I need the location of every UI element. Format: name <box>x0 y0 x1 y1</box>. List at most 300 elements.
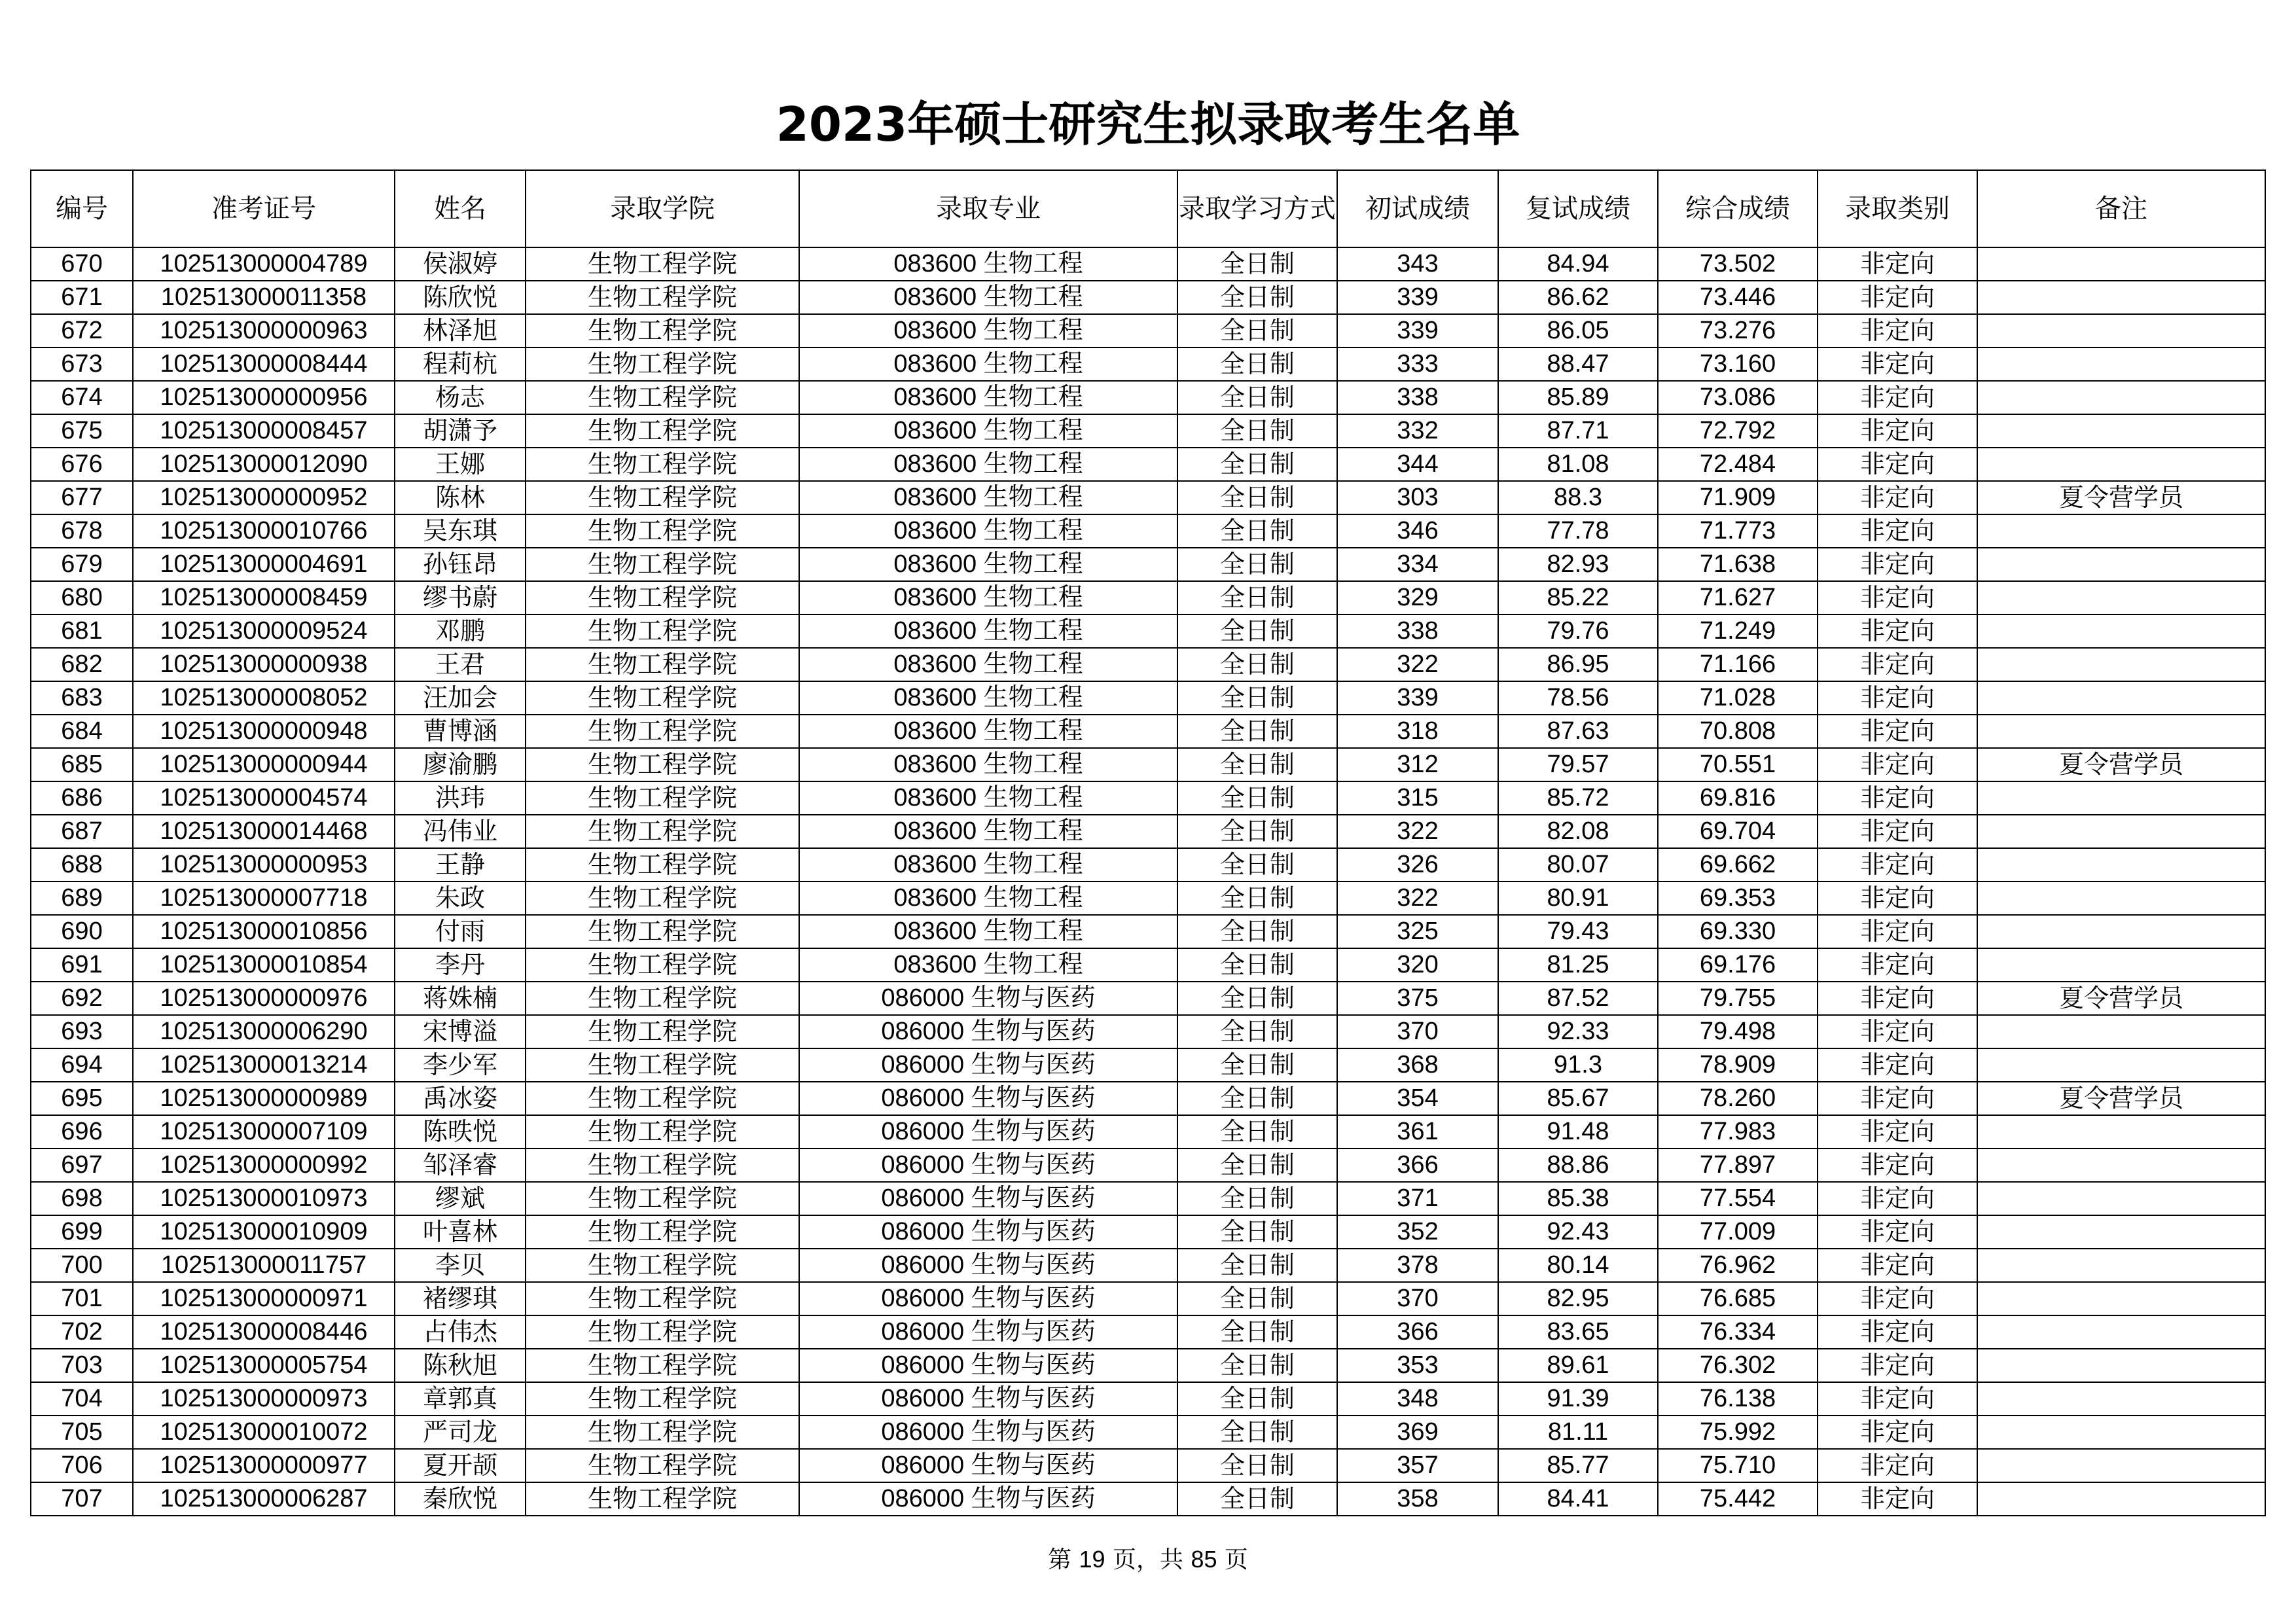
cell-college: 生物工程学院 <box>526 481 799 514</box>
cell-id: 675 <box>31 414 133 448</box>
cell-total-score: 77.009 <box>1658 1215 1818 1249</box>
cell-exam-number: 102513000000938 <box>133 648 395 681</box>
cell-remarks <box>1977 1449 2265 1482</box>
cell-major: 083600 生物工程 <box>799 948 1177 982</box>
cell-remarks <box>1977 1215 2265 1249</box>
table-row <box>31 1082 2265 1115</box>
cell-id: 680 <box>31 581 133 615</box>
cell-admission-type: 非定向 <box>1818 1416 1977 1449</box>
cell-initial-score: 344 <box>1337 448 1498 481</box>
table-row <box>31 1048 2265 1082</box>
cell-id: 688 <box>31 848 133 882</box>
cell-id: 689 <box>31 882 133 915</box>
cell-college: 生物工程学院 <box>526 448 799 481</box>
cell-initial-score: 333 <box>1337 348 1498 381</box>
cell-major: 083600 生物工程 <box>799 381 1177 414</box>
cell-total-score: 76.962 <box>1658 1249 1818 1282</box>
cell-total-score: 72.484 <box>1658 448 1818 481</box>
cell-admission-type: 非定向 <box>1818 481 1977 514</box>
cell-name: 王静 <box>395 848 526 882</box>
cell-exam-number: 102513000000948 <box>133 715 395 748</box>
cell-exam-number: 102513000010973 <box>133 1182 395 1215</box>
cell-admission-type: 非定向 <box>1818 1149 1977 1182</box>
cell-initial-score: 322 <box>1337 648 1498 681</box>
cell-retest-score: 78.56 <box>1498 681 1658 715</box>
cell-id: 691 <box>31 948 133 982</box>
cell-retest-score: 86.62 <box>1498 281 1658 314</box>
cell-initial-score: 334 <box>1337 548 1498 581</box>
cell-major: 083600 生物工程 <box>799 848 1177 882</box>
cell-admission-type: 非定向 <box>1818 1115 1977 1149</box>
cell-name: 侯淑婷 <box>395 247 526 281</box>
cell-exam-number: 102513000008052 <box>133 681 395 715</box>
cell-total-score: 79.755 <box>1658 982 1818 1015</box>
cell-admission-type: 非定向 <box>1818 1215 1977 1249</box>
cell-study-mode: 全日制 <box>1177 414 1337 448</box>
cell-remarks <box>1977 948 2265 982</box>
header-major: 录取专业 <box>799 170 1177 247</box>
cell-study-mode: 全日制 <box>1177 247 1337 281</box>
cell-id: 683 <box>31 681 133 715</box>
cell-major: 083600 生物工程 <box>799 681 1177 715</box>
table-row <box>31 1149 2265 1182</box>
cell-major: 083600 生物工程 <box>799 247 1177 281</box>
cell-college: 生物工程学院 <box>526 414 799 448</box>
cell-total-score: 71.627 <box>1658 581 1818 615</box>
cell-total-score: 77.554 <box>1658 1182 1818 1215</box>
cell-college: 生物工程学院 <box>526 1015 799 1048</box>
cell-study-mode: 全日制 <box>1177 1315 1337 1349</box>
cell-id: 704 <box>31 1382 133 1416</box>
cell-name: 林泽旭 <box>395 314 526 348</box>
cell-study-mode: 全日制 <box>1177 1082 1337 1115</box>
header-initial-score: 初试成绩 <box>1337 170 1498 247</box>
cell-exam-number: 102513000000977 <box>133 1449 395 1482</box>
cell-initial-score: 326 <box>1337 848 1498 882</box>
cell-study-mode: 全日制 <box>1177 748 1337 781</box>
cell-admission-type: 非定向 <box>1818 581 1977 615</box>
cell-id: 702 <box>31 1315 133 1349</box>
cell-total-score: 71.166 <box>1658 648 1818 681</box>
cell-college: 生物工程学院 <box>526 815 799 848</box>
cell-name: 李少军 <box>395 1048 526 1082</box>
cell-remarks <box>1977 681 2265 715</box>
cell-name: 禹冰姿 <box>395 1082 526 1115</box>
cell-retest-score: 87.63 <box>1498 715 1658 748</box>
table-row <box>31 815 2265 848</box>
cell-major: 086000 生物与医药 <box>799 1315 1177 1349</box>
cell-id: 701 <box>31 1282 133 1315</box>
cell-admission-type: 非定向 <box>1818 648 1977 681</box>
cell-remarks: 夏令营学员 <box>1977 481 2265 514</box>
cell-admission-type: 非定向 <box>1818 281 1977 314</box>
cell-retest-score: 85.72 <box>1498 781 1658 815</box>
cell-name: 王君 <box>395 648 526 681</box>
cell-college: 生物工程学院 <box>526 915 799 948</box>
cell-initial-score: 378 <box>1337 1249 1498 1282</box>
cell-retest-score: 80.07 <box>1498 848 1658 882</box>
cell-remarks <box>1977 414 2265 448</box>
cell-exam-number: 102513000000989 <box>133 1082 395 1115</box>
header-admission-type: 录取类别 <box>1818 170 1977 247</box>
cell-initial-score: 332 <box>1337 414 1498 448</box>
cell-remarks <box>1977 815 2265 848</box>
cell-initial-score: 318 <box>1337 715 1498 748</box>
cell-exam-number: 102513000008459 <box>133 581 395 615</box>
cell-total-score: 69.662 <box>1658 848 1818 882</box>
cell-college: 生物工程学院 <box>526 948 799 982</box>
cell-admission-type: 非定向 <box>1818 314 1977 348</box>
cell-study-mode: 全日制 <box>1177 815 1337 848</box>
cell-retest-score: 86.05 <box>1498 314 1658 348</box>
cell-major: 083600 生物工程 <box>799 514 1177 548</box>
cell-exam-number: 102513000000992 <box>133 1149 395 1182</box>
cell-college: 生物工程学院 <box>526 281 799 314</box>
cell-initial-score: 358 <box>1337 1482 1498 1516</box>
cell-college: 生物工程学院 <box>526 882 799 915</box>
cell-id: 673 <box>31 348 133 381</box>
cell-major: 083600 生物工程 <box>799 581 1177 615</box>
cell-study-mode: 全日制 <box>1177 314 1337 348</box>
table-row <box>31 1115 2265 1149</box>
cell-total-score: 69.353 <box>1658 882 1818 915</box>
cell-remarks <box>1977 381 2265 414</box>
table-row <box>31 581 2265 615</box>
cell-name: 褚缪琪 <box>395 1282 526 1315</box>
cell-remarks <box>1977 348 2265 381</box>
cell-initial-score: 329 <box>1337 581 1498 615</box>
cell-remarks <box>1977 1149 2265 1182</box>
cell-exam-number: 102513000004691 <box>133 548 395 581</box>
cell-study-mode: 全日制 <box>1177 1449 1337 1482</box>
cell-exam-number: 102513000010072 <box>133 1416 395 1449</box>
cell-college: 生物工程学院 <box>526 381 799 414</box>
cell-retest-score: 82.95 <box>1498 1282 1658 1315</box>
cell-study-mode: 全日制 <box>1177 681 1337 715</box>
cell-name: 叶喜林 <box>395 1215 526 1249</box>
cell-total-score: 71.249 <box>1658 615 1818 648</box>
cell-remarks <box>1977 848 2265 882</box>
cell-initial-score: 375 <box>1337 982 1498 1015</box>
cell-study-mode: 全日制 <box>1177 1115 1337 1149</box>
cell-college: 生物工程学院 <box>526 781 799 815</box>
cell-major: 086000 生物与医药 <box>799 1015 1177 1048</box>
cell-study-mode: 全日制 <box>1177 948 1337 982</box>
cell-college: 生物工程学院 <box>526 247 799 281</box>
cell-study-mode: 全日制 <box>1177 481 1337 514</box>
cell-admission-type: 非定向 <box>1818 548 1977 581</box>
cell-id: 695 <box>31 1082 133 1115</box>
table-row <box>31 1382 2265 1416</box>
cell-id: 687 <box>31 815 133 848</box>
cell-retest-score: 80.91 <box>1498 882 1658 915</box>
cell-initial-score: 338 <box>1337 615 1498 648</box>
cell-admission-type: 非定向 <box>1818 715 1977 748</box>
cell-exam-number: 102513000000956 <box>133 381 395 414</box>
cell-college: 生物工程学院 <box>526 1215 799 1249</box>
cell-college: 生物工程学院 <box>526 715 799 748</box>
cell-initial-score: 353 <box>1337 1349 1498 1382</box>
table-row <box>31 982 2265 1015</box>
cell-admission-type: 非定向 <box>1818 882 1977 915</box>
header-retest-score: 复试成绩 <box>1498 170 1658 247</box>
cell-exam-number: 102513000008444 <box>133 348 395 381</box>
table-row <box>31 1416 2265 1449</box>
table-row <box>31 314 2265 348</box>
table-row <box>31 1015 2265 1048</box>
header-college: 录取学院 <box>526 170 799 247</box>
cell-name: 程莉杭 <box>395 348 526 381</box>
cell-exam-number: 102513000004574 <box>133 781 395 815</box>
cell-major: 083600 生物工程 <box>799 481 1177 514</box>
cell-exam-number: 102513000011358 <box>133 281 395 314</box>
cell-total-score: 78.909 <box>1658 1048 1818 1082</box>
cell-id: 696 <box>31 1115 133 1149</box>
cell-admission-type: 非定向 <box>1818 1048 1977 1082</box>
cell-remarks <box>1977 581 2265 615</box>
cell-remarks: 夏令营学员 <box>1977 1082 2265 1115</box>
cell-college: 生物工程学院 <box>526 1382 799 1416</box>
cell-remarks <box>1977 548 2265 581</box>
footer-middle: 页，共 <box>1105 1546 1191 1573</box>
cell-id: 693 <box>31 1015 133 1048</box>
cell-major: 086000 生物与医药 <box>799 1449 1177 1482</box>
cell-admission-type: 非定向 <box>1818 781 1977 815</box>
cell-retest-score: 79.57 <box>1498 748 1658 781</box>
cell-id: 690 <box>31 915 133 948</box>
cell-exam-number: 102513000004789 <box>133 247 395 281</box>
cell-retest-score: 91.3 <box>1498 1048 1658 1082</box>
cell-study-mode: 全日制 <box>1177 581 1337 615</box>
cell-id: 674 <box>31 381 133 414</box>
cell-major: 083600 生物工程 <box>799 915 1177 948</box>
cell-remarks <box>1977 1482 2265 1516</box>
cell-admission-type: 非定向 <box>1818 1282 1977 1315</box>
cell-initial-score: 361 <box>1337 1115 1498 1149</box>
cell-major: 086000 生物与医药 <box>799 1082 1177 1115</box>
cell-remarks <box>1977 247 2265 281</box>
cell-retest-score: 87.71 <box>1498 414 1658 448</box>
cell-retest-score: 82.93 <box>1498 548 1658 581</box>
cell-name: 杨志 <box>395 381 526 414</box>
cell-initial-score: 346 <box>1337 514 1498 548</box>
cell-retest-score: 88.86 <box>1498 1149 1658 1182</box>
cell-total-score: 71.638 <box>1658 548 1818 581</box>
footer-suffix: 页 <box>1217 1546 1248 1573</box>
cell-exam-number: 102513000010766 <box>133 514 395 548</box>
table-row <box>31 715 2265 748</box>
cell-initial-score: 339 <box>1337 681 1498 715</box>
cell-total-score: 69.330 <box>1658 915 1818 948</box>
cell-retest-score: 89.61 <box>1498 1349 1658 1382</box>
cell-admission-type: 非定向 <box>1818 414 1977 448</box>
table-row <box>31 1315 2265 1349</box>
cell-study-mode: 全日制 <box>1177 982 1337 1015</box>
cell-initial-score: 339 <box>1337 314 1498 348</box>
cell-college: 生物工程学院 <box>526 848 799 882</box>
cell-total-score: 76.685 <box>1658 1282 1818 1315</box>
cell-remarks <box>1977 1182 2265 1215</box>
cell-study-mode: 全日制 <box>1177 548 1337 581</box>
cell-major: 083600 生物工程 <box>799 781 1177 815</box>
cell-name: 洪玮 <box>395 781 526 815</box>
cell-college: 生物工程学院 <box>526 314 799 348</box>
cell-initial-score: 368 <box>1337 1048 1498 1082</box>
table-row <box>31 1182 2265 1215</box>
cell-college: 生物工程学院 <box>526 748 799 781</box>
cell-initial-score: 322 <box>1337 815 1498 848</box>
header-total-score: 综合成绩 <box>1658 170 1818 247</box>
cell-exam-number: 102513000014468 <box>133 815 395 848</box>
header-id: 编号 <box>31 170 133 247</box>
cell-exam-number: 102513000011757 <box>133 1249 395 1282</box>
cell-name: 蒋姝楠 <box>395 982 526 1015</box>
cell-id: 699 <box>31 1215 133 1249</box>
table-row <box>31 548 2265 581</box>
cell-initial-score: 322 <box>1337 882 1498 915</box>
cell-name: 陈欣悦 <box>395 281 526 314</box>
cell-initial-score: 338 <box>1337 381 1498 414</box>
cell-exam-number: 102513000000952 <box>133 481 395 514</box>
cell-study-mode: 全日制 <box>1177 1149 1337 1182</box>
table-row <box>31 848 2265 882</box>
cell-id: 679 <box>31 548 133 581</box>
cell-exam-number: 102513000000971 <box>133 1282 395 1315</box>
cell-total-score: 76.302 <box>1658 1349 1818 1382</box>
cell-admission-type: 非定向 <box>1818 448 1977 481</box>
cell-remarks <box>1977 615 2265 648</box>
cell-id: 706 <box>31 1449 133 1482</box>
cell-retest-score: 91.48 <box>1498 1115 1658 1149</box>
cell-total-score: 70.551 <box>1658 748 1818 781</box>
cell-major: 086000 生物与医药 <box>799 1249 1177 1282</box>
cell-college: 生物工程学院 <box>526 348 799 381</box>
cell-total-score: 69.816 <box>1658 781 1818 815</box>
cell-admission-type: 非定向 <box>1818 815 1977 848</box>
cell-remarks <box>1977 1249 2265 1282</box>
cell-college: 生物工程学院 <box>526 1149 799 1182</box>
cell-id: 697 <box>31 1149 133 1182</box>
cell-id: 672 <box>31 314 133 348</box>
cell-total-score: 72.792 <box>1658 414 1818 448</box>
cell-admission-type: 非定向 <box>1818 948 1977 982</box>
cell-total-score: 77.983 <box>1658 1115 1818 1149</box>
cell-exam-number: 102513000010909 <box>133 1215 395 1249</box>
cell-name: 王娜 <box>395 448 526 481</box>
table-header-row <box>31 170 2265 247</box>
cell-total-score: 69.176 <box>1658 948 1818 982</box>
footer-total-pages: 85 <box>1191 1546 1217 1573</box>
cell-admission-type: 非定向 <box>1818 681 1977 715</box>
cell-exam-number: 102513000008457 <box>133 414 395 448</box>
cell-major: 083600 生物工程 <box>799 748 1177 781</box>
cell-name: 曹博涵 <box>395 715 526 748</box>
cell-remarks <box>1977 882 2265 915</box>
cell-admission-type: 非定向 <box>1818 247 1977 281</box>
cell-retest-score: 83.65 <box>1498 1315 1658 1349</box>
cell-remarks <box>1977 1315 2265 1349</box>
cell-exam-number: 102513000000953 <box>133 848 395 882</box>
cell-major: 086000 生物与医药 <box>799 1416 1177 1449</box>
cell-study-mode: 全日制 <box>1177 514 1337 548</box>
cell-total-score: 71.773 <box>1658 514 1818 548</box>
cell-exam-number: 102513000000976 <box>133 982 395 1015</box>
cell-retest-score: 80.14 <box>1498 1249 1658 1282</box>
cell-retest-score: 87.52 <box>1498 982 1658 1015</box>
cell-retest-score: 91.39 <box>1498 1382 1658 1416</box>
cell-total-score: 71.028 <box>1658 681 1818 715</box>
cell-total-score: 69.704 <box>1658 815 1818 848</box>
cell-study-mode: 全日制 <box>1177 281 1337 314</box>
cell-total-score: 73.086 <box>1658 381 1818 414</box>
cell-major: 083600 生物工程 <box>799 314 1177 348</box>
cell-retest-score: 88.3 <box>1498 481 1658 514</box>
cell-initial-score: 348 <box>1337 1382 1498 1416</box>
cell-remarks <box>1977 448 2265 481</box>
footer-page-number: 19 <box>1079 1546 1105 1573</box>
cell-major: 083600 生物工程 <box>799 348 1177 381</box>
cell-major: 086000 生物与医药 <box>799 982 1177 1015</box>
cell-initial-score: 369 <box>1337 1416 1498 1449</box>
table-row <box>31 348 2265 381</box>
cell-study-mode: 全日制 <box>1177 781 1337 815</box>
cell-total-score: 71.909 <box>1658 481 1818 514</box>
cell-major: 086000 生物与医药 <box>799 1149 1177 1182</box>
cell-major: 083600 生物工程 <box>799 281 1177 314</box>
cell-admission-type: 非定向 <box>1818 615 1977 648</box>
cell-retest-score: 85.67 <box>1498 1082 1658 1115</box>
cell-initial-score: 320 <box>1337 948 1498 982</box>
header-exam-number: 准考证号 <box>133 170 395 247</box>
cell-exam-number: 102513000007718 <box>133 882 395 915</box>
cell-study-mode: 全日制 <box>1177 348 1337 381</box>
table-row <box>31 281 2265 314</box>
cell-study-mode: 全日制 <box>1177 1015 1337 1048</box>
cell-admission-type: 非定向 <box>1818 1249 1977 1282</box>
table-row <box>31 514 2265 548</box>
table-row <box>31 1482 2265 1516</box>
cell-total-score: 75.710 <box>1658 1449 1818 1482</box>
cell-retest-score: 81.25 <box>1498 948 1658 982</box>
cell-remarks <box>1977 281 2265 314</box>
cell-study-mode: 全日制 <box>1177 1215 1337 1249</box>
cell-retest-score: 92.43 <box>1498 1215 1658 1249</box>
cell-admission-type: 非定向 <box>1818 348 1977 381</box>
cell-initial-score: 366 <box>1337 1315 1498 1349</box>
cell-study-mode: 全日制 <box>1177 1282 1337 1315</box>
cell-college: 生物工程学院 <box>526 1449 799 1482</box>
cell-name: 吴东琪 <box>395 514 526 548</box>
cell-name: 缪斌 <box>395 1182 526 1215</box>
cell-college: 生物工程学院 <box>526 1349 799 1382</box>
table-row <box>31 915 2265 948</box>
cell-college: 生物工程学院 <box>526 681 799 715</box>
page-footer <box>0 1543 2296 1577</box>
cell-name: 廖渝鹏 <box>395 748 526 781</box>
cell-college: 生物工程学院 <box>526 982 799 1015</box>
cell-name: 陈秋旭 <box>395 1349 526 1382</box>
cell-id: 686 <box>31 781 133 815</box>
cell-study-mode: 全日制 <box>1177 915 1337 948</box>
cell-admission-type: 非定向 <box>1818 748 1977 781</box>
cell-admission-type: 非定向 <box>1818 1315 1977 1349</box>
cell-college: 生物工程学院 <box>526 1282 799 1315</box>
cell-name: 汪加会 <box>395 681 526 715</box>
table-row <box>31 481 2265 514</box>
cell-study-mode: 全日制 <box>1177 715 1337 748</box>
cell-study-mode: 全日制 <box>1177 848 1337 882</box>
table-row <box>31 648 2265 681</box>
